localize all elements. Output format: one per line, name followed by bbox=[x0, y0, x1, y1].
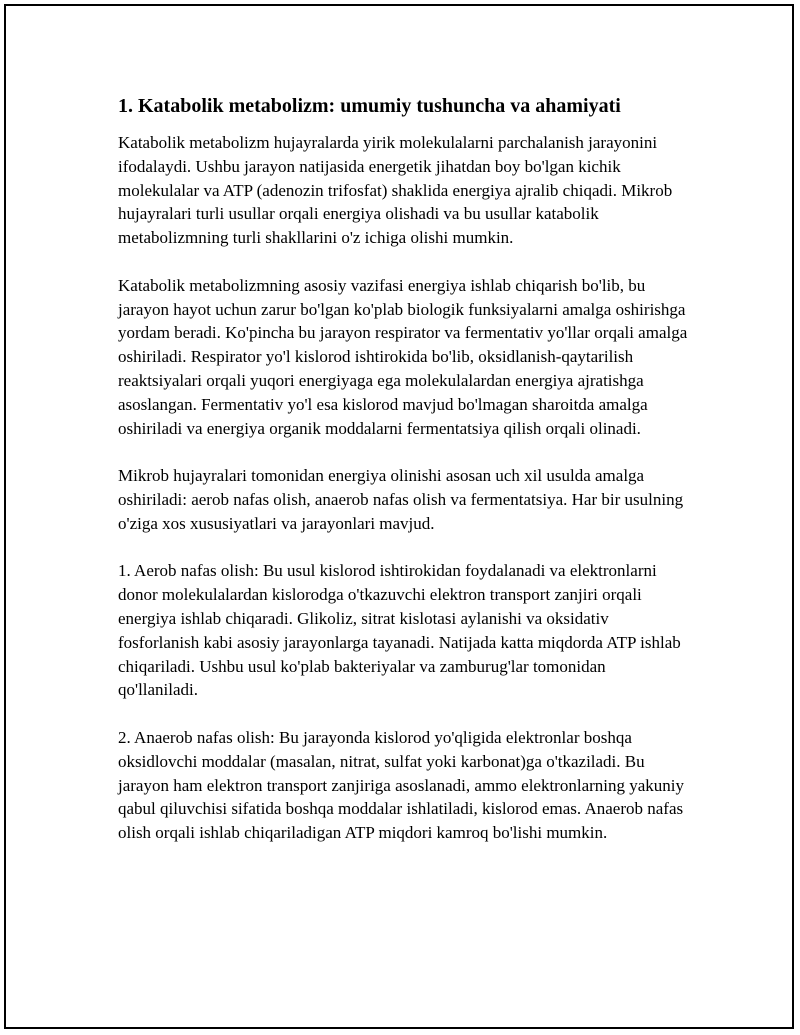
section-heading: 1. Katabolik metabolizm: umumiy tushuncha va ahamiyati bbox=[118, 95, 621, 117]
paragraph-aerobic: 1. Aerob nafas olish: Bu usul kislorod ishtirokidan foydalanadi va elektronlarni donor molekulalardan kislorodga o'tkazuvchi elektron transport zanjiri orqali energiya ishlab chiqaradi. Glikoliz, sitrat kislotasi aylanishi va oksidativ fosforlanish kabi asosiy jarayonlarga tayanadi. Natijada katta miqdorda ATP ishlab chiqariladi. Ushbu usul ko'plab bakteriyalar va zamburug'lar tomonidan qo'llaniladi. bbox=[118, 561, 681, 700]
paragraph-intro: Katabolik metabolizm hujayralarda yirik molekulalarni parchalanish jarayonini ifodalaydi. Ushbu jarayon natijasida energetik jihatdan boy bo'lgan kichik molekulalar va ATP (adenozin trifosfat) shaklida energiya ajralib chiqadi. Mikrob hujayralari turli usullar orqali energiya olishadi va bu usullar katabolik metabolizmning turli shakllarini o'z ichiga olishi mumkin. bbox=[118, 133, 673, 248]
paragraph-anaerobic: 2. Anaerob nafas olish: Bu jarayonda kislorod yo'qligida elektronlar boshqa oksidlovchi moddalar (masalan, nitrat, sulfat yoki karbonat)ga o'tkaziladi. Bu jarayon ham elektron transport zanjiriga asoslanadi, ammo elektronlarning yakuniy qabul qiluvchisi sifatida boshqa moddalar ishlatiladi, kislorod emas. Anaerob nafas olish orqali ishlab chiqariladigan ATP miqdori kamroq bo'lishi mumkin. bbox=[118, 727, 685, 843]
document-body bbox=[118, 93, 688, 869]
paragraph-three-methods: Mikrob hujayralari tomonidan energiya olinishi asosan uch xil usulda amalga oshiriladi: aerob nafas olish, anaerob nafas olish va fermentatsiya. Har bir usulning o'ziga xos xususiyatlari va jarayonlari mavjud. bbox=[118, 466, 684, 533]
paragraph-main-function: Katabolik metabolizmning asosiy vazifasi energiya ishlab chiqarish bo'lib, bu jarayon hayot uchun zarur bo'lgan ko'plab biologik funksiyalarni amalga oshirishga yordam beradi. Ko'pincha bu jarayon respirator va fermentativ yo'llar orqali amalga oshiriladi. Respirator yo'l kislorod ishtirokida bo'lib, oksidlanish-qaytarilish reaktsiyalari orqali yuqori energiyaga ega molekulalardan energiya ajratishga asoslangan. Fermentativ yo'l esa kislorod mavjud bo'lmagan sharoitda amalga oshiriladi va energiya organik moddalarni fermentatsiya qilish orqali olinadi. bbox=[118, 275, 688, 438]
